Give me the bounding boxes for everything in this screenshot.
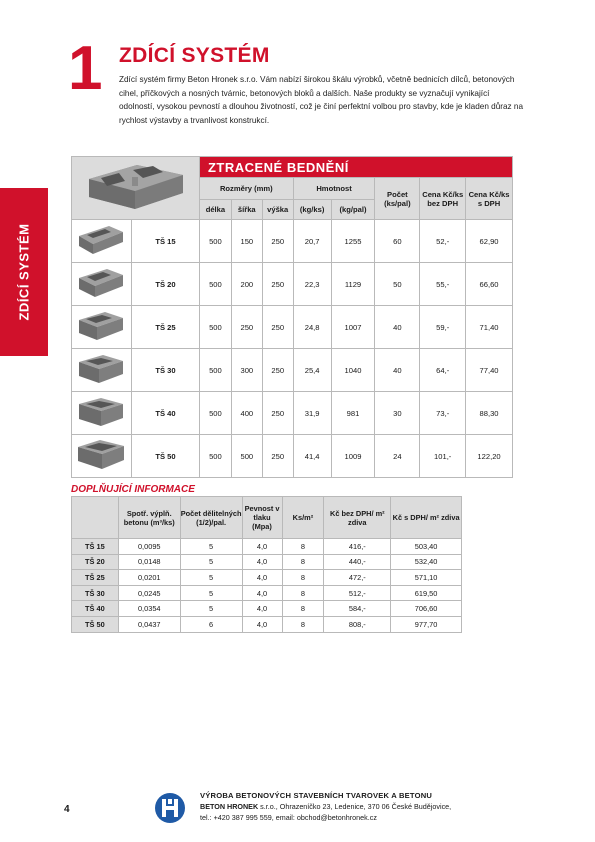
formwork-block-icon [75,159,195,215]
cell-pcs-m2: 8 [282,616,324,632]
cell-kg-pal: 1255 [331,220,375,263]
product-thumbnail [72,306,132,349]
cell-count: 40 [375,306,420,349]
row-name: TŠ 30 [72,585,119,601]
cell-divisible: 5 [180,554,242,570]
col-header-count: Počet (ks/pal) [375,178,420,220]
cell-kg-ks: 22,3 [293,263,331,306]
row-name: TŠ 20 [131,263,199,306]
row-name: TŠ 30 [131,349,199,392]
cell-kg-ks: 31,9 [293,392,331,435]
row-name: TŠ 25 [72,570,119,586]
company-logo-icon [154,792,186,824]
row-name: TŠ 50 [72,616,119,632]
table-row [72,585,462,601]
block-ts40-icon [75,394,127,430]
product-thumbnail [72,392,132,435]
col-header-kg-pal: (kg/pal) [331,200,375,220]
cell-strength: 4,0 [242,554,282,570]
cell-pcs-m2: 8 [282,539,324,555]
cell-width: 300 [231,349,262,392]
cell-price-m2-net: 416,- [324,539,391,555]
footer [148,790,508,826]
table-row [72,306,513,349]
cell-divisible: 5 [180,570,242,586]
col-header-price-m2-net: Kč bez DPH/ m² zdiva [324,497,391,539]
cell-length: 500 [199,220,231,263]
cell-concrete-use: 0,0437 [118,616,180,632]
cell-price-m2-net: 584,- [324,601,391,617]
table-row [72,435,513,478]
table-title: ZTRACENÉ BEDNĚNÍ [199,157,512,178]
cell-price-gross: 66,60 [466,263,513,306]
cell-price-m2-gross: 619,50 [391,585,462,601]
cell-price-net: 59,- [420,306,466,349]
cell-width: 400 [231,392,262,435]
cell-price-m2-net: 440,- [324,554,391,570]
cell-kg-pal: 1009 [331,435,375,478]
cell-price-gross: 77,40 [466,349,513,392]
cell-kg-pal: 1007 [331,306,375,349]
cell-pcs-m2: 8 [282,585,324,601]
cell-count: 30 [375,392,420,435]
cell-price-m2-gross: 977,70 [391,616,462,632]
cell-width: 250 [231,306,262,349]
cell-count: 60 [375,220,420,263]
cell-price-m2-gross: 571,10 [391,570,462,586]
row-name: TŠ 15 [72,539,119,555]
cell-kg-ks: 24,8 [293,306,331,349]
cell-kg-ks: 20,7 [293,220,331,263]
col-header-concrete-use: Spotř. výplň. betonu (m³/ks) [118,497,180,539]
cell-price-m2-gross: 706,60 [391,601,462,617]
cell-divisible: 5 [180,539,242,555]
col-header-strength: Pevnost v tlaku (Mpa) [242,497,282,539]
cell-concrete-use: 0,0354 [118,601,180,617]
chapter-number: 1 [68,34,103,103]
col-header-width: šířka [231,200,262,220]
cell-count: 50 [375,263,420,306]
cell-kg-pal: 1129 [331,263,375,306]
cell-price-net: 64,- [420,349,466,392]
table-row [72,539,462,555]
footer-company-name: BETON HRONEK [200,802,259,811]
cell-height: 250 [262,435,293,478]
cell-height: 250 [262,220,293,263]
footer-address-text: s.r.o., Ohrazeníčko 23, Ledenice, 370 06 České Budějovice, [258,802,452,811]
col-header-dimensions: Rozměry (mm) [199,178,293,200]
row-name: TŠ 20 [72,554,119,570]
product-thumbnail [72,220,132,263]
cell-length: 500 [199,306,231,349]
cell-price-net: 101,- [420,435,466,478]
table-row [72,554,462,570]
cell-count: 40 [375,349,420,392]
cell-price-m2-net: 512,- [324,585,391,601]
cell-count: 24 [375,435,420,478]
product-thumbnail [72,263,132,306]
cell-price-m2-net: 472,- [324,570,391,586]
cell-height: 250 [262,263,293,306]
page-number: 4 [64,804,70,815]
row-name: TŠ 25 [131,306,199,349]
cell-concrete-use: 0,0095 [118,539,180,555]
cell-price-net: 55,- [420,263,466,306]
col-header-kg-ks: (kg/ks) [293,200,331,220]
table-row [72,349,513,392]
col-header-weight: Hmotnost [293,178,375,200]
intro-paragraph: Zdící systém firmy Beton Hronek s.r.o. Vám nabízí širokou škálu výrobků, včetně bednicích dílců, betonových cihel, příčkových a nosných tvárnic, betonových bloků a dalších. Naše produkty se vyznačují vynikající odolností, vysokou pevností a dlouhou životností, což je činí perfektní volbou pro stavby, kde je kladen důraz na rychlost výstavby a trvanlivost konstrukcí. [119,75,524,125]
additional-info-table [71,496,462,633]
block-ts30-icon [75,351,127,387]
side-section-tab [0,188,48,356]
cell-width: 150 [231,220,262,263]
row-name: TŠ 50 [131,435,199,478]
cell-strength: 4,0 [242,539,282,555]
cell-strength: 4,0 [242,601,282,617]
cell-length: 500 [199,435,231,478]
additional-info-title: DOPLŇUJÍCÍ INFORMACE [71,484,195,495]
table-row [72,601,462,617]
cell-pcs-m2: 8 [282,601,324,617]
cell-width: 200 [231,263,262,306]
cell-price-net: 73,- [420,392,466,435]
cell-height: 250 [262,349,293,392]
block-ts15-icon [75,222,127,258]
cell-divisible: 5 [180,601,242,617]
cell-price-m2-gross: 503,40 [391,539,462,555]
cell-kg-ks: 41,4 [293,435,331,478]
cell-price-gross: 122,20 [466,435,513,478]
footer-contact: tel.: +420 387 995 559, email: obchod@betonhronek.cz [200,813,377,822]
cell-divisible: 6 [180,616,242,632]
col-header-pcs-m2: Ks/m² [282,497,324,539]
cell-height: 250 [262,392,293,435]
product-thumbnail [72,349,132,392]
cell-price-gross: 88,30 [466,392,513,435]
cell-length: 500 [199,392,231,435]
block-ts20-icon [75,265,127,301]
row-name: TŠ 40 [131,392,199,435]
cell-concrete-use: 0,0201 [118,570,180,586]
col-header-height: výška [262,200,293,220]
footer-tagline: VÝROBA BETONOVÝCH STAVEBNÍCH TVAROVEK A BETONU [200,791,433,800]
cell-kg-pal: 981 [331,392,375,435]
cell-price-m2-net: 808,- [324,616,391,632]
cell-width: 500 [231,435,262,478]
table-row [72,392,513,435]
cell-strength: 4,0 [242,570,282,586]
cell-divisible: 5 [180,585,242,601]
footer-address [200,802,451,811]
cell-strength: 4,0 [242,616,282,632]
table-row [72,570,462,586]
cell-pcs-m2: 8 [282,570,324,586]
table-row [72,263,513,306]
block-ts50-icon [75,437,127,473]
col-header-divisible: Počet dělitelných (1/2)/pal. [180,497,242,539]
cell-price-gross: 62,90 [466,220,513,263]
cell-price-m2-gross: 532,40 [391,554,462,570]
side-tab-label: ZDÍCÍ SYSTÉM [16,223,32,321]
cell-length: 500 [199,349,231,392]
row-name: TŠ 15 [131,220,199,263]
table-row [72,220,513,263]
cell-kg-pal: 1040 [331,349,375,392]
cell-strength: 4,0 [242,585,282,601]
col-header-length: délka [199,200,231,220]
product-thumbnail [72,435,132,478]
cell-concrete-use: 0,0148 [118,554,180,570]
product-table [71,156,513,478]
page-title: ZDÍCÍ SYSTÉM [119,44,270,67]
col-header-price-m2-gross: Kč s DPH/ m² zdiva [391,497,462,539]
cell-pcs-m2: 8 [282,554,324,570]
col-header-price-net: Cena Kč/ks bez DPH [420,178,466,220]
header-block-illustration [72,157,200,220]
cell-concrete-use: 0,0245 [118,585,180,601]
corner-cell [72,497,119,539]
cell-kg-ks: 25,4 [293,349,331,392]
block-ts25-icon [75,308,127,344]
cell-length: 500 [199,263,231,306]
row-name: TŠ 40 [72,601,119,617]
table-row [72,616,462,632]
cell-height: 250 [262,306,293,349]
cell-price-net: 52,- [420,220,466,263]
col-header-price-gross: Cena Kč/ks s DPH [466,178,513,220]
cell-price-gross: 71,40 [466,306,513,349]
